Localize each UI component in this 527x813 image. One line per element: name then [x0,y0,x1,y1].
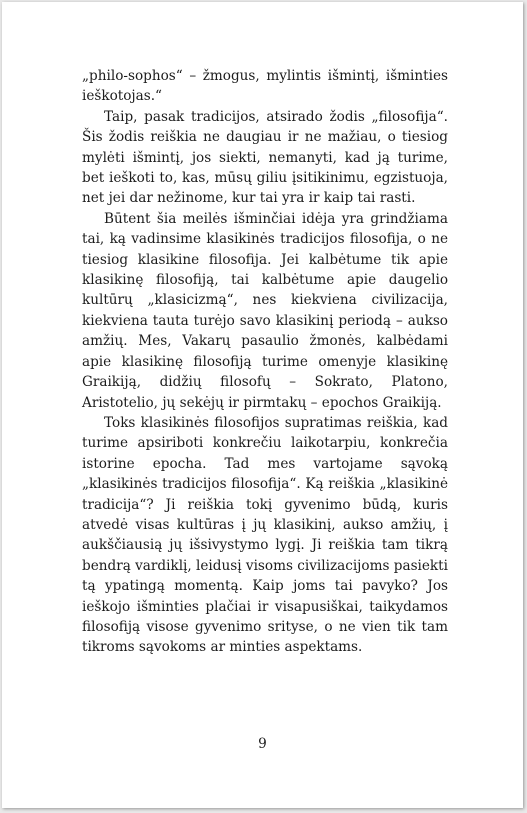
paragraph-3: Būtent šia meilės išminčiai idėja yra grindžiama tai, ką vadinsime klasikinės tradicijos filosofija, o ne tiesiog klasikine filosofija. Jei kalbėtume tik apie klasikinę filosofiją, tai kalbėtume apie daugelio kultūrų „klasicizmą“, nes kiekviena civilizacija, kiekviena tauta turėjo savo klasikinį periodą – aukso amžių. Mes, Vakarų pasaulio žmonės, kalbėdami apie klasikinę filosofiją turime omenyje klasikinę Graikiją, didžių filosofų – Sokrato, Platono, Aristotelio, jų sekėjų ir pirmtakų – epochos Graikiją. [82,210,448,411]
page-number: 9 [258,736,267,752]
paragraph-1: „philo-sophos“ – žmogus, mylintis išmintį, išminties ieškotojas.“ [82,68,448,105]
book-page [2,2,523,808]
body-text [82,66,448,658]
paragraph-2: Taip, pasak tradicijos, atsirado žodis „filosofija“. Šis žodis reiškia ne daugiau ir ne mažiau, o tiesiog mylėti išmintį, jos siekti, nemanyti, kad ją turime, bet ieškoti to, kas, mūsų giliu įsitikinimu, egzistuoja, net jei dar nežinome, kur tai yra ir kaip tai rasti. [82,108,448,207]
paragraph-4: Toks klasikinės filosofijos supratimas reiškia, kad turime apsiriboti konkrečiu laikotarpiu, konkrečia istorine epocha. Tad mes vartojame sąvoką „klasikinės tradicijos filosofija“. Ką reiškia „klasikinė tradicija“? Ji reiškia tokį gyvenimo būdą, kuris atvedė visas kultūras į jų klasikinį, aukso amžių, į aukščiausią jų išsivystymo lygį. Ji reiškia tam tikrą bendrą vardiklį, leidusį visoms civilizacijoms pasiekti tą ypatingą momentą. Kaip joms tai pavyko? Jos ieškojo išminties plačiai ir visapusiškai, taikydamos filosofiją visose gyvenimo srityse, o ne vien tik tam tikroms sąvokoms ar minties aspektams. [82,414,448,656]
